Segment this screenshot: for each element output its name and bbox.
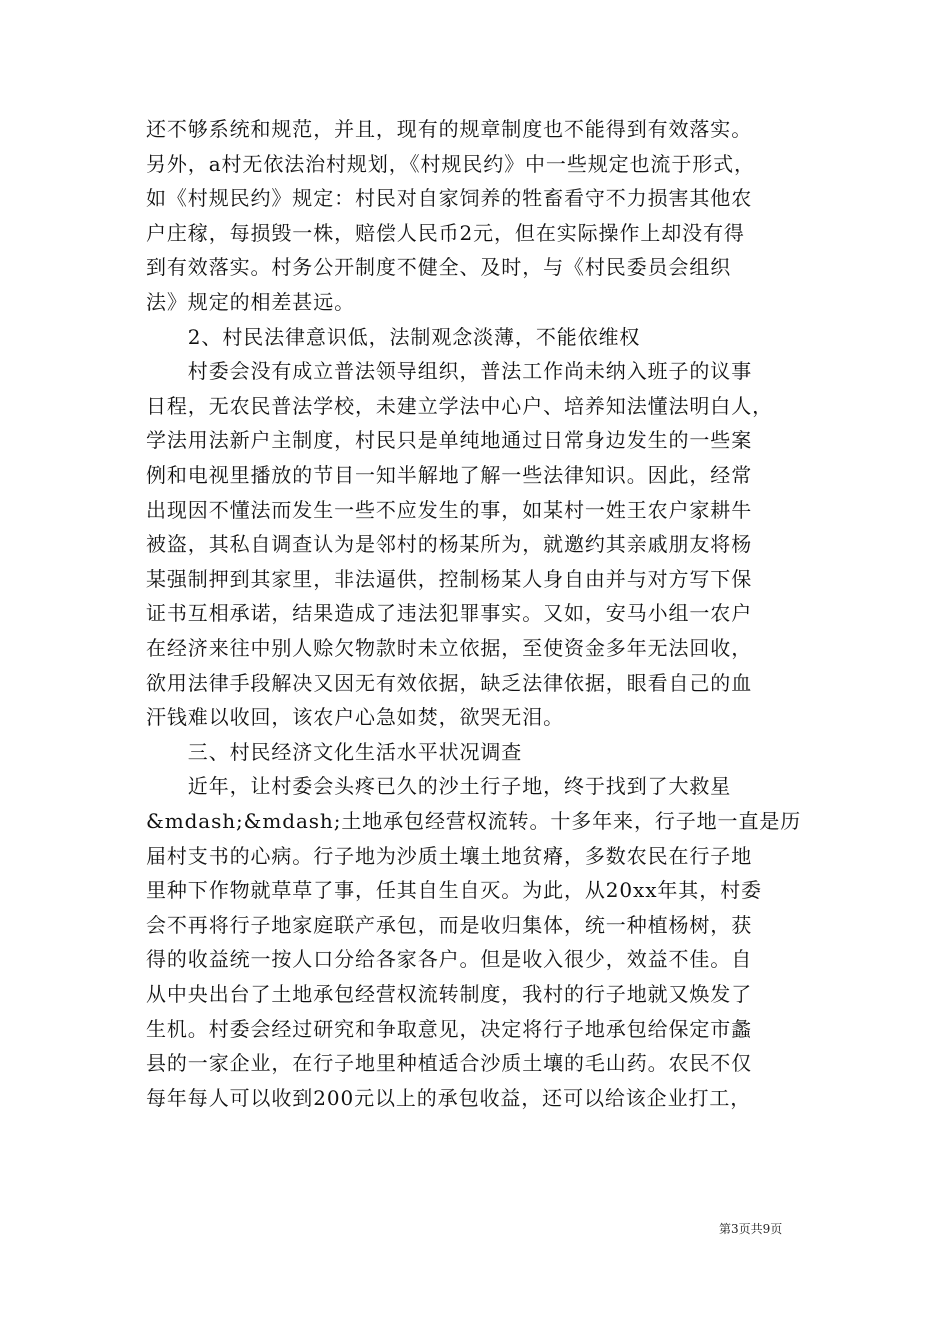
- text-line: 另外，a村无依法治村规划，《村规民约》中一些规定也流于形式，: [146, 151, 755, 176]
- text-line: 县的一家企业，在行子地里种植适合沙质土壤的毛山药。农民不仅: [146, 1051, 753, 1076]
- text-line: 届村支书的心病。行子地为沙质土壤土地贫瘠，多数农民在行子地: [146, 843, 753, 868]
- text-line: 得的收益统一按人口分给各家各户。但是收入很少，效益不佳。自: [146, 947, 753, 972]
- text-line: &mdash;&mdash;土地承包经营权流转。十多年来，行子地一直是历: [146, 809, 802, 833]
- text-line: 法》规定的相差甚远。: [146, 290, 355, 314]
- text-line: 被盗，其私自调查认为是邻村的杨某所为，就邀约其亲戚朋友将杨: [146, 532, 753, 557]
- page-footer: 第3页共9页: [719, 1222, 783, 1236]
- text-line: 三、村民经济文化生活水平状况调查: [146, 739, 523, 764]
- text-line: 出现因不懂法而发生一些不应发生的事，如某村一姓王农户家耕牛: [146, 497, 753, 522]
- text-line: 欲用法律手段解决又因无有效依据，缺乏法律依据，眼看自己的血: [146, 670, 753, 695]
- text-line: 在经济来往中别人赊欠物款时未立依据，至使资金多年无法回收，: [146, 636, 753, 660]
- text-line: 日程，无农民普法学校，未建立学法中心户、培养知法懂法明白人，: [146, 393, 773, 418]
- text-line: 村委会没有成立普法领导组织，普法工作尚未纳入班子的议事: [146, 359, 753, 384]
- text-line: 2、村民法律意识低，法制观念淡薄，不能依维权: [146, 324, 641, 349]
- text-line: 某强制押到其家里，非法逼供，控制杨某人身自由并与对方写下保: [146, 566, 753, 591]
- text-line: 如《村规民约》规定：村民对自家饲养的牲畜看守不力损害其他农: [146, 186, 753, 211]
- text-line: 例和电视里播放的节目一知半解地了解一些法律知识。因此，经常: [146, 463, 753, 487]
- text-line: 到有效落实。村务公开制度不健全、及时，与《村民委员会组织: [146, 255, 732, 280]
- text-line: 证书互相承诺，结果造成了违法犯罪事实。又如，安马小组一农户: [146, 601, 753, 626]
- text-line: 里种下作物就草草了事，任其自生自灭。为此，从20xx年其，村委: [146, 878, 762, 903]
- text-line: 从中央出台了土地承包经营权流转制度，我村的行子地就又焕发了: [146, 982, 753, 1006]
- text-line: 学法用法新户主制度，村民只是单纯地通过日常身边发生的一些案: [146, 428, 753, 453]
- text-line: 汗钱难以收回，该农户心急如焚，欲哭无泪。: [146, 705, 564, 730]
- text-line: 还不够系统和规范，并且，现有的规章制度也不能得到有效落实。: [146, 117, 753, 141]
- text-line: 户庄稼，每损毁一株，赔偿人民币2元，但在实际操作上却没有得: [146, 220, 745, 245]
- text-line: 生机。村委会经过研究和争取意见，决定将行子地承包给保定市蠡: [146, 1016, 753, 1041]
- text-line: 每年每人可以收到200元以上的承包收益，还可以给该企业打工，: [146, 1085, 752, 1110]
- text-line: 会不再将行子地家庭联产承包，而是收归集体，统一种植杨树，获: [146, 912, 753, 937]
- text-line: 近年，让村委会头疼已久的沙土行子地，终于找到了大救星: [146, 774, 732, 799]
